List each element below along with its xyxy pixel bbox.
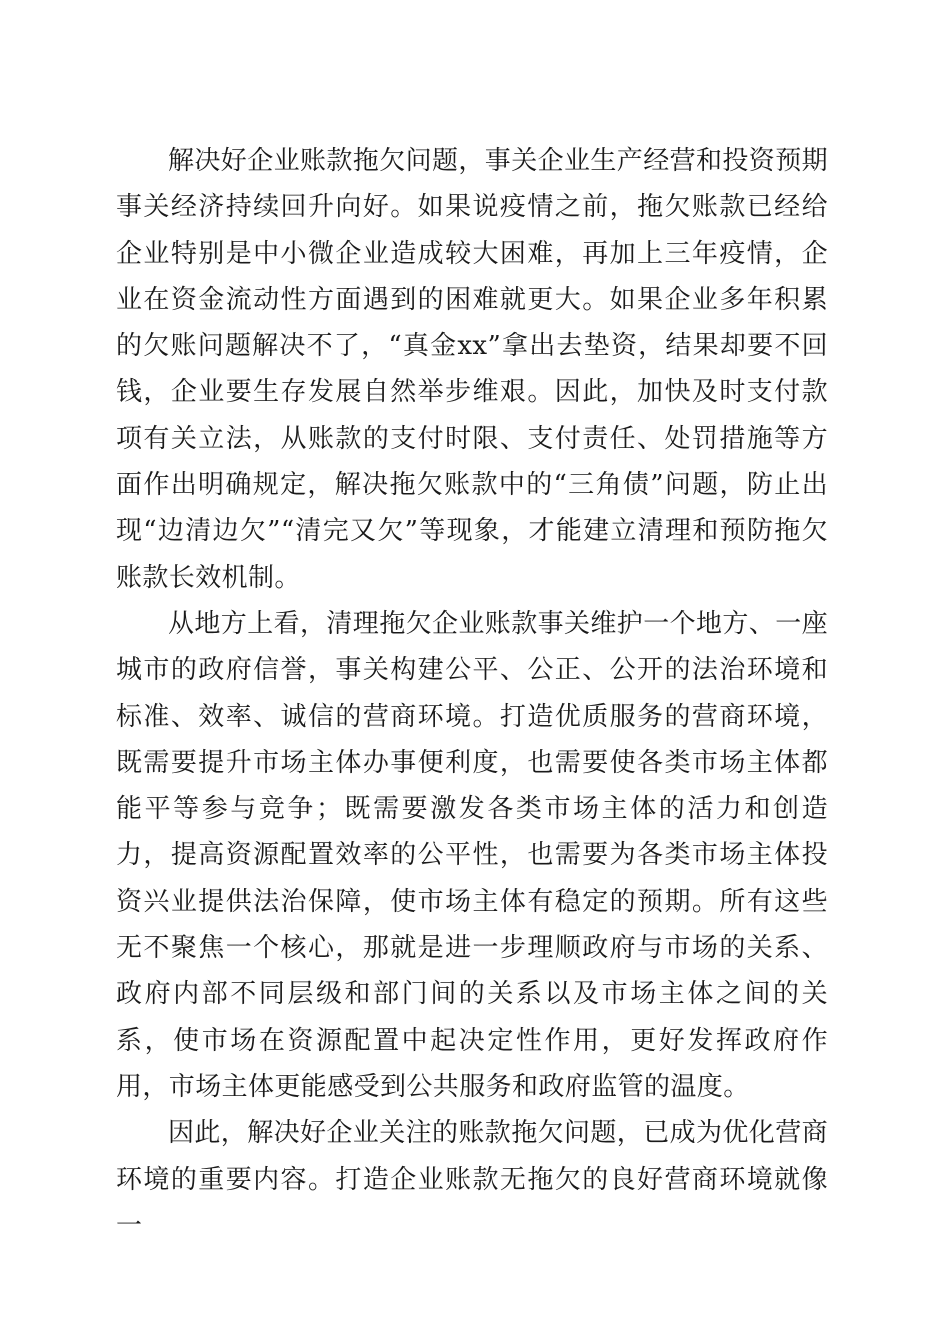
document-body xyxy=(116,138,828,1249)
paragraph-2: 从地方上看，清理拖欠企业账款事关维护一个地方、一座城市的政府信誉，事关构建公平、公正、公开的法治环境和标准、效率、诚信的营商环境。打造优质服务的营商环境，既需要提升市场主体办事便利度，也需要使各类市场主体都能平等参与竞争；既需要激发各类市场主体的活力和创造力，提高资源配置效率的公平性，也需要为各类市场主体投资兴业提供法治保障，使市场主体有稳定的预期。所有这些无不聚焦一个核心，那就是进一步理顺政府与市场的关系、政府内部不同层级和部门间的关系以及市场主体之间的关系，使市场在资源配置中起决定性作用，更好发挥政府作用，市场主体更能感受到公共服务和政府监管的温度。 xyxy=(116,608,829,1102)
paragraph-3: 因此，解决好企业关注的账款拖欠问题，已成为优化营商环境的重要内容。打造企业账款无拖欠的良好营商环境就像一 xyxy=(116,1118,829,1241)
paragraph-1: 解决好企业账款拖欠问题，事关企业生产经营和投资预期事关经济持续回升向好。如果说疫情之前，拖欠账款已经给企业特别是中小微企业造成较大困难，再加上三年疫情，企业在资金流动性方面遇到的困难就更大。如果企业多年积累的欠账问题解决不了，“真金xx”拿出去垫资，结果却要不回钱，企业要生存发展自然举步维艰。因此，加快及时支付款项有关立法，从账款的支付时限、支付责任、处罚措施等方面作出明确规定，解决拖欠账款中的“三角债”问题，防止出现“边清边欠”“清完又欠”等现象，才能建立清理和预防拖欠账款长效机制。 xyxy=(116,146,829,593)
